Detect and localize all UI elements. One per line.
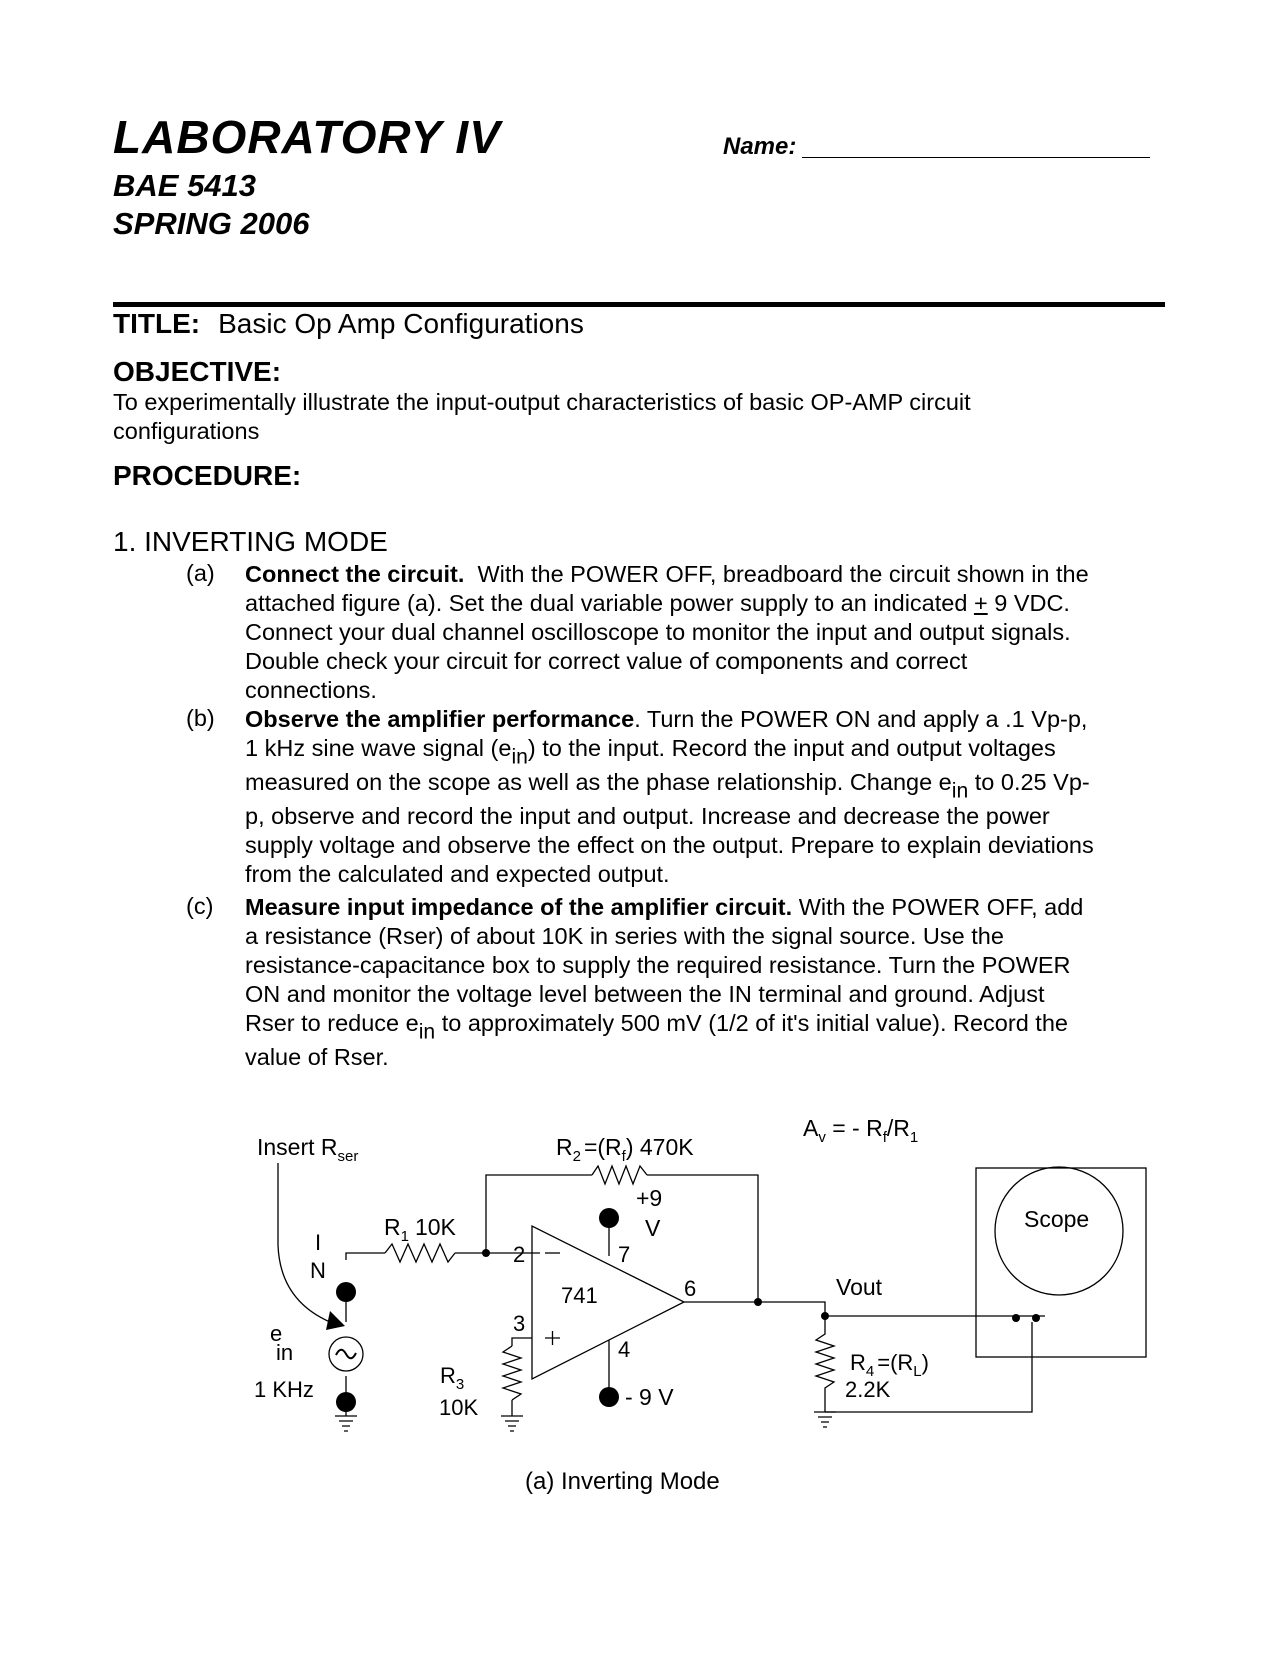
noninverting-wire — [512, 1338, 532, 1346]
ground-icon — [814, 1412, 836, 1427]
item-label-b: (b) — [186, 705, 215, 731]
input-wire — [346, 1253, 385, 1260]
junction-dot — [482, 1249, 490, 1257]
objective-line-2: configurations — [113, 418, 260, 444]
r3-label: $R_3$ — [440, 1363, 465, 1393]
junction-dot — [754, 1298, 762, 1306]
item-c-line: value of Rser. — [245, 1044, 389, 1070]
opamp-triangle — [532, 1226, 684, 1379]
gain-formula: $A_v$ = - $R_f/R_1$ — [803, 1115, 919, 1146]
ein-label-e: e — [270, 1321, 283, 1346]
frequency-label: 1 KHz — [254, 1377, 314, 1402]
r4-label: $R_4 =(R_L)$ — [850, 1350, 929, 1380]
scope-box — [976, 1168, 1146, 1357]
item-c-line: With the POWER OFF, add — [798, 894, 1084, 920]
input-terminal — [336, 1282, 356, 1302]
item-c-line: ON and monitor the voltage level between the IN terminal and ground. Adjust — [245, 981, 1045, 1007]
r3-resistor — [503, 1346, 521, 1400]
objective-line-1: To experimentally illustrate the input-output characteristics of basic OP-AMP circuit — [113, 389, 971, 415]
item-a-line: attached figure (a). Set the dual variable power supply to an indicated — [245, 590, 968, 616]
vplus-label-1: +9 — [636, 1185, 663, 1211]
ein-label-in: in — [276, 1340, 294, 1365]
r2-resistor — [592, 1166, 647, 1184]
item-c-line: resistance-capacitance box to supply the required resistance. Turn the POWER — [245, 952, 1071, 978]
item-lead-c: Measure input impedance of the amplifier circuit. — [245, 894, 793, 920]
output-wire — [684, 1302, 825, 1316]
item-a-line: 9 VDC. — [994, 590, 1070, 616]
feedback-wire-left — [486, 1175, 592, 1253]
title-value: Basic Op Amp Configurations — [218, 308, 584, 339]
negative-supply-terminal — [599, 1387, 619, 1407]
opamp-label: 741 — [561, 1283, 598, 1308]
item-c-line: a resistance (Rser) of about 10K in series with the signal source. Use the — [245, 923, 1004, 949]
vminus-label: - 9 V — [625, 1384, 674, 1410]
pin-3-label: 3 — [513, 1311, 526, 1336]
junction-dot — [821, 1312, 829, 1320]
r4-value: 2.2K — [845, 1377, 891, 1402]
pin-4-label: 4 — [618, 1337, 631, 1362]
in-label-n: N — [310, 1258, 326, 1283]
item-b-line: measured on the scope as well as the phase relationship. Change e — [245, 769, 952, 795]
scope-probe-dot — [1012, 1314, 1020, 1322]
r1-resistor — [385, 1244, 455, 1262]
name-label: Name: — [723, 133, 797, 160]
item-label-a: (a) — [186, 560, 215, 586]
ein-subscript: in — [511, 745, 528, 769]
r2-label: $R_2 =(R_f)$ 470K — [556, 1134, 694, 1165]
r1-label: $R_1$ 10K — [384, 1214, 456, 1245]
item-lead-a: Connect the circuit. — [245, 561, 465, 587]
item-a-line: connections. — [245, 677, 377, 703]
pin-6-label: 6 — [684, 1276, 697, 1301]
item-b-line: to 0.25 Vp- — [968, 769, 1090, 795]
term: SPRING 2006 — [113, 206, 310, 241]
r4-resistor — [816, 1316, 834, 1412]
item-b-line: supply voltage and observe the effect on the output. Prepare to explain deviations — [245, 832, 1094, 858]
item-b-line: ) to the input. Record the input and output voltages — [527, 735, 1056, 761]
scope-probe-dot — [1032, 1314, 1040, 1322]
item-a-line: Double check your circuit for correct value of components and correct — [245, 648, 968, 674]
pin-7-label: 7 — [618, 1242, 631, 1267]
course-number: BAE 5413 — [113, 168, 257, 203]
insert-rser-arrow-line — [278, 1163, 330, 1322]
procedure-heading: PROCEDURE: — [113, 460, 302, 491]
lab-title: LABORATORY IV — [113, 111, 501, 163]
figure-caption: (a) Inverting Mode — [525, 1468, 720, 1495]
item-lead-b: Observe the amplifier performance — [245, 706, 635, 732]
objective-heading: OBJECTIVE: — [113, 356, 282, 387]
plus-minus-sign: + — [973, 590, 988, 616]
item-b-line: p, observe and record the input and output. Increase and decrease the power — [245, 803, 1050, 829]
ground-icon — [501, 1416, 523, 1431]
item-c-line: to approximately 500 mV (1/2 of it's initial value). Record the — [435, 1010, 1068, 1036]
in-label-i: I — [315, 1230, 322, 1255]
insert-arrow-head — [326, 1311, 345, 1330]
ein-subscript: in — [418, 1020, 436, 1044]
vout-label: Vout — [836, 1274, 883, 1300]
item-a-line: Connect your dual channel oscilloscope to monitor the input and output signals. — [245, 619, 1071, 645]
vplus-label-2: V — [645, 1215, 661, 1241]
item-label-c: (c) — [186, 893, 214, 919]
ein-subscript: in — [951, 779, 969, 803]
item-c-line: Rser to reduce e — [245, 1010, 419, 1036]
sine-wave-icon — [336, 1350, 356, 1359]
item-a-line: With the POWER OFF, breadboard the circuit shown in the — [477, 561, 1089, 587]
title-label: TITLE: — [113, 308, 201, 339]
step-1-heading: 1. INVERTING MODE — [113, 526, 388, 557]
pin-2-label: 2 — [513, 1242, 526, 1267]
positive-supply-terminal — [599, 1208, 619, 1228]
r3-value: 10K — [439, 1395, 479, 1420]
feedback-wire-right — [647, 1175, 758, 1300]
noninverting-symbol — [545, 1331, 560, 1345]
scope-label: Scope — [1024, 1206, 1090, 1232]
insert-rser-label: Insert $R_{ser}$ — [257, 1134, 359, 1165]
item-b-line: from the calculated and expected output. — [245, 861, 670, 887]
item-b-line: . Turn the POWER ON and apply a .1 Vp-p, — [634, 706, 1088, 732]
ground-icon — [335, 1416, 357, 1431]
ground-terminal — [336, 1392, 356, 1412]
item-b-line: 1 kHz sine wave signal (e — [245, 735, 512, 761]
